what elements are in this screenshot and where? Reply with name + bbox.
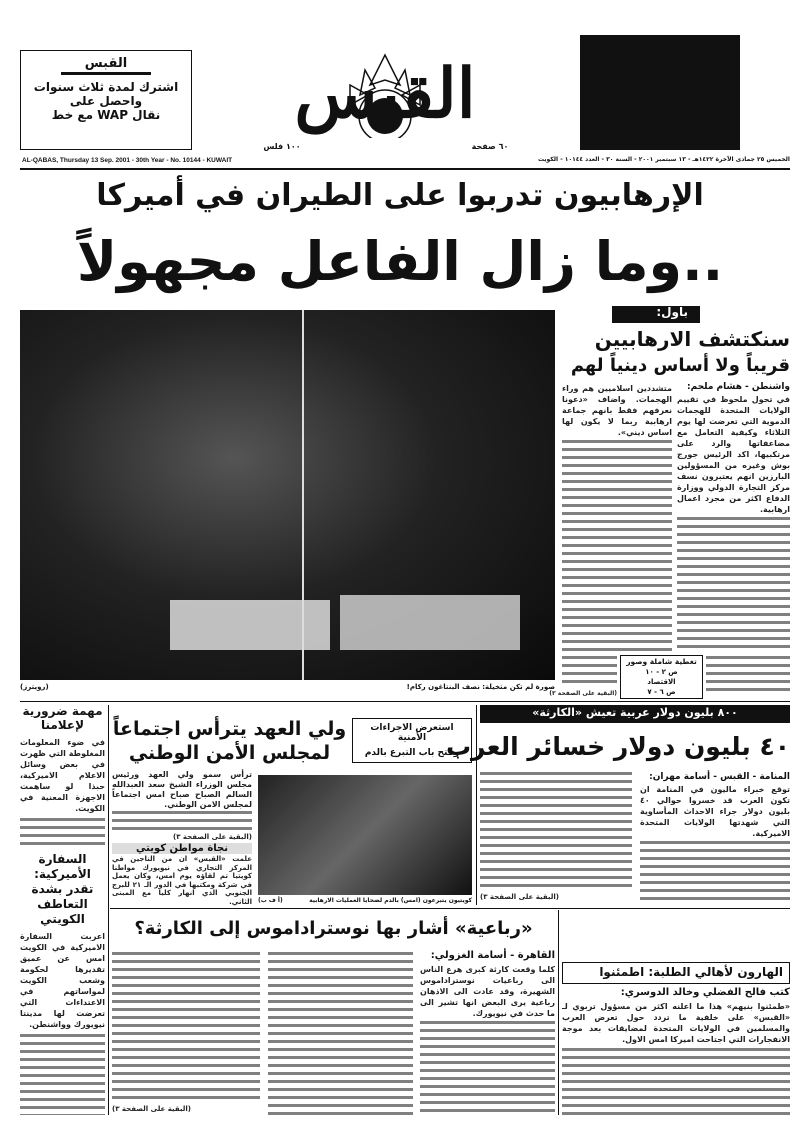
divider — [110, 908, 790, 909]
powell-headline-1: سنكتشف الارهابيين — [594, 327, 790, 351]
photo-credit: (رويترز) — [20, 683, 49, 691]
logo-text: القبس — [294, 54, 476, 134]
price-badge: ١٠٠ فلس — [263, 142, 301, 151]
sidebar-text-fill-2 — [20, 1034, 105, 1115]
haroun-headline: الهارون لأهالي الطلبة: اطمئنوا — [562, 962, 790, 984]
nostradamus-continued: (البقية على الصفحة ٣) — [112, 1105, 191, 1113]
security-box-line2: وفتح باب التبرع بالدم — [364, 747, 460, 758]
coverage-section: الاقتصاد — [647, 678, 676, 686]
haroun-lede: «طمئنوا بنيهم» هذا ما اعلنه اكثر من مسؤول تربوي لـ «القبس» على خلفية ما تردد حول تعرض العرب والمسلمين في الولايات المتحدة لمضايقات بعد موجة الانفجارات التي اجتاحت اميركا امس الاول. — [562, 1002, 790, 1045]
dateline-arabic: الخميس ٢٥ جمادى الآخرة ١٤٢٢هـ - ١٣ سبتمبر ٢٠٠١ - السنة ٣٠ - العدد ١٠١٤٤ - الكويت — [537, 156, 790, 163]
crown-prince-headline-2: لمجلس الأمن الوطني — [128, 742, 331, 764]
powell-text-col2 — [562, 440, 672, 652]
powell-text-col1b — [706, 656, 790, 696]
crown-prince-lede: ترأس سمو ولي العهد ورئيس مجلس الوزراء الشيخ سعد العبدالله السالم الصباح صباح امس اجتماعاً لمجلس الامن الوطني. — [112, 770, 252, 809]
photo-caption-text: صورة لم تكن متخيلة: نصف البنتاغون ركام! — [406, 683, 555, 691]
promo-brand: القبس — [61, 57, 151, 75]
losses-text-col1 — [640, 841, 790, 903]
losses-column-1 — [640, 772, 790, 903]
losses-byline: المنامة - القبس - أسامة مهران: — [649, 772, 790, 782]
haroun-column — [562, 962, 790, 1115]
promo-line3: نقال WAP مع خط — [51, 107, 161, 122]
lead-kicker: الإرهابيون تدربوا على الطيران في أميركا — [96, 178, 704, 213]
sidebar-text-fill — [20, 818, 105, 848]
powell-badge: باول: — [612, 306, 700, 323]
kuwaiti-survivor-headline: نجاة مواطن كويتي — [112, 843, 252, 855]
nostradamus-text-col2 — [268, 952, 413, 1115]
lead-headline: ..وما زال الفاعل مجهولاً — [76, 230, 724, 293]
losses-banner: ٨٠٠ بليون دولار عربية تعيش «الكارثة» — [480, 705, 790, 723]
crown-prince-text — [112, 811, 252, 832]
sidebar-column — [20, 705, 105, 1115]
haroun-text — [562, 1048, 790, 1115]
losses-continued: (البقية على الصفحة ٣) — [480, 893, 559, 901]
coverage-box[interactable] — [620, 655, 703, 699]
promo-line1: اشترك لمدة ثلاث سنوات — [33, 79, 179, 94]
powell-byline: واشنطن - هشام ملحم: — [687, 382, 790, 392]
blood-donation-caption-text: كويتيون يتبرعون (امس) بالدم لضحايا العمليات الارهابية — [309, 897, 472, 904]
divider — [108, 705, 109, 1115]
advertisement-box[interactable] — [580, 35, 740, 150]
powell-column-2 — [562, 383, 672, 652]
losses-headline: ٤٠ بليون دولار خسائر العرب — [445, 732, 790, 761]
nostradamus-column-1 — [420, 950, 555, 1115]
photo-caption — [20, 683, 555, 695]
powell-lede: في تحول ملحوظ في تقييم الولايات المتحدة للهجمات الدموية التي تعرضت لها يوم الثلاثاء وكيفية التعامل مع مضاعفاتها والرد على مرتكبيها، اكد الرئيس جورج بوش وغيره من المسؤولين البارزين انهم يعتبرون نسف مركز التجارة الدولي ووزارة الدفاع اكثر من مجرد اعمال ارهابية. — [677, 395, 790, 515]
powell-headline-2: قريباً ولا أساس دينياً لهم — [570, 355, 790, 376]
sidebar-text-1: في ضوء المعلومات المغلوطة التي ظهرت في بعض وسائل الاعلام الاميركية، حبذا لو ساهمت الاجهزة المعنية في الكويت. — [20, 737, 105, 813]
kuwaiti-survivor-text: علمت «القبس» ان من الناجين في المركز التجاري في نيويورك مواطنا كويتيا تم لقاؤه يوم امس، وكان يعمل في شركة ومكتبها في الدور الـ ٢١ للبرج الجنوبي الذي انهار كليا مع المبنى الثاني. — [112, 855, 252, 906]
powell-continued: (البقية على الصفحة ٣) — [549, 690, 617, 697]
sidebar-headline-1: مهمة ضرورية لإعلامنا — [22, 704, 103, 732]
crown-prince-headline-1: ولي العهد يترأس اجتماعاً — [112, 718, 347, 740]
coverage-pages: ص ٢ - ١٠ — [645, 668, 678, 676]
powell-text-col1 — [677, 517, 790, 652]
sidebar-text-2: اعربت السفارة الاميركية في الكويت امس عن عميق تقديرها لحكومة وشعب الكويت لمواساتهم في الاعتداءات التي تعرضت لها مدينتا نيويورك وواشنطن. — [20, 931, 105, 1029]
masthead-rule — [20, 168, 790, 170]
losses-text-col2 — [480, 772, 632, 890]
security-box-line1: استعرض الاجراءات الأمنية — [370, 723, 454, 744]
subscription-promo[interactable] — [20, 50, 192, 150]
nostradamus-byline: القاهرة - أسامة الغزولي: — [430, 950, 555, 961]
nostradamus-headline: «رباعية» أشار بها نوستراداموس إلى الكارثة؟ — [134, 918, 533, 939]
powell-column-2b — [549, 656, 617, 698]
nostradamus-lede: كلما وقعت كارثة كبرى هرع الناس الى رباعيات نوستراداموس الشهيرة، وقد عادت الى الاذهان رباعية يرى البعض انها تشير الى ما حدث في نيويورك. — [420, 964, 555, 1018]
powell-col2: متشددين اسلاميين هم وراء الهجمات. واضاف «دعونا نعرفهم فقط بانهم جماعة ارهابية ربما لا يكون لها اساس ديني». — [562, 384, 672, 437]
powell-column-1 — [677, 382, 790, 652]
blood-donation-credit: (أ ف ب) — [258, 897, 283, 904]
nostradamus-text-col1 — [420, 1021, 555, 1116]
sidebar-headline-2: السفارة الأميركية: تقدر بشدة التعاطف الكويتي — [31, 851, 94, 926]
divider — [558, 910, 559, 1115]
nostradamus-column-3 — [112, 952, 260, 1115]
newspaper-logo — [210, 50, 560, 138]
coverage-title: تغطية شاملة وصور — [626, 657, 697, 666]
powell-text-col2b — [562, 656, 617, 688]
blood-donation-photo[interactable] — [258, 775, 472, 895]
losses-column-2 — [480, 772, 632, 903]
pentagon-photo[interactable] — [20, 310, 555, 680]
haroun-byline: كتب فالح الفضلي وخالد الدوسري: — [620, 986, 790, 998]
dateline-english: AL-QABAS, Thursday 13 Sep. 2001 - 30th Year - No. 10144 - KUWAIT — [22, 157, 233, 164]
promo-line2: واحصل على — [69, 93, 143, 108]
pages-badge: ٦٠ صفحة — [471, 142, 509, 151]
losses-lede: توقع خبراء ماليون في المنامة ان تكون العرب قد خسروا حوالي ٤٠ بليون دولار جراء الاحداث المأساوية التي شهدتها الولايات المتحدة الاميركية. — [640, 785, 790, 839]
divider — [20, 701, 790, 702]
crown-prince-column — [112, 770, 252, 906]
coverage-section-pages: ص ٦ - ٧ — [647, 688, 676, 696]
blood-donation-caption — [258, 897, 472, 904]
crown-prince-continued: (البقية على الصفحة ٣) — [173, 832, 252, 841]
nostradamus-text-col3 — [112, 952, 260, 1102]
